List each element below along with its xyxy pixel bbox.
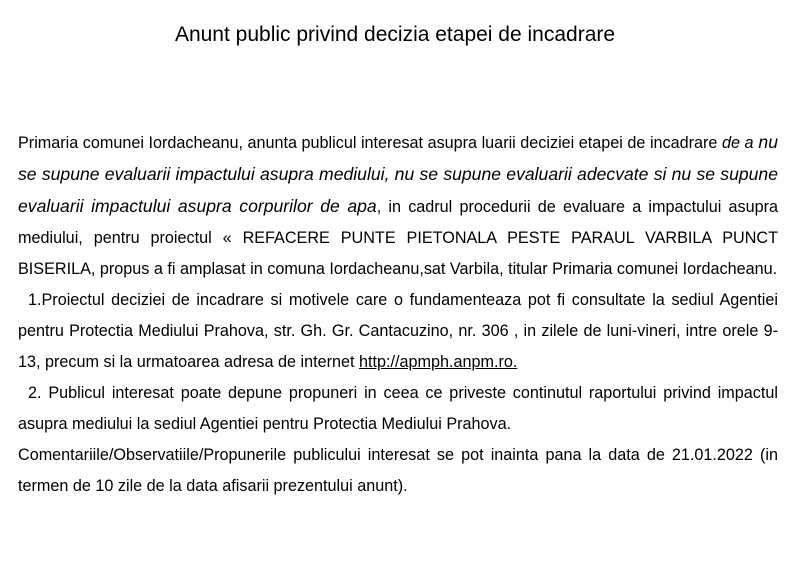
consultation-text: 1.Proiectul deciziei de incadrare si motivele care o fundamenteaza pot fi consultate la sediul Agentiei pentru Protectia Mediului Prahova, str. Gh. Gr. Cantacuzino, nr. 306 , in zilele de luni-vineri, intre orele 9-13, precum si la urmatoarea adresa de internet bbox=[18, 291, 778, 371]
proposals-text: 2. Publicul interesat poate depune propuneri in ceea ce priveste continutul raportului privind impactul asupra mediului la sediul Agentiei pentru Protectia Mediului Prahova. bbox=[18, 384, 778, 433]
announcement-decision: nu se supune evaluarii impactului asupra mediului, nu se supune evaluarii adecvate si nu se supune evaluarii impactului asupra corpurilor de apa bbox=[18, 132, 778, 216]
document-body bbox=[18, 127, 778, 502]
paragraph-proposals bbox=[18, 378, 778, 440]
announcement-de-a: de a bbox=[721, 134, 754, 152]
paragraph-announcement bbox=[18, 127, 778, 285]
deadline-text: Comentariile/Observatiile/Propunerile publicului interesat se pot inainta pana la data de 21.01.2022 (in termen de 10 zile de la data afisarii prezentului anunt). bbox=[18, 446, 778, 495]
announcement-rest: , in cadrul procedurii de evaluare a impactului asupra mediului, pentru proiectul « REFACERE PUNTE PIETONALA PESTE PARAUL VARBILA PUNCT BISERILA, propus a fi amplasat in comuna Iordacheanu,sat Varbila, titular Primaria comunei Iordacheanu. bbox=[18, 198, 778, 278]
apm-website-link[interactable]: http://apmph.anpm.ro. bbox=[359, 353, 518, 371]
document-title: Anunt public privind decizia etapei de incadrare bbox=[174, 23, 616, 46]
paragraph-consultation bbox=[18, 285, 778, 378]
announcement-intro: Primaria comunei Iordacheanu, anunta publicul interesat asupra luarii deciziei etapei de incadrare bbox=[18, 134, 722, 152]
paragraph-deadline bbox=[18, 440, 778, 502]
